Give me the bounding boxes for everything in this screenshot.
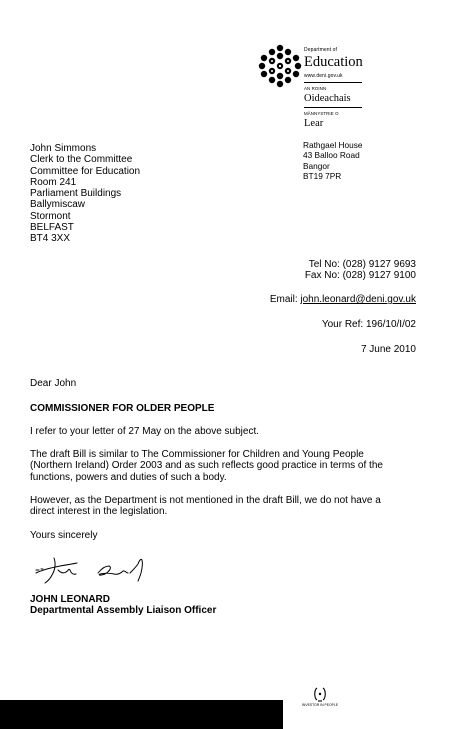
recipient-address-line: Room 241 xyxy=(30,176,77,188)
fax: Fax No: (028) 9127 9100 xyxy=(304,270,416,282)
footer-bar xyxy=(0,700,283,729)
recipient-address xyxy=(30,143,140,245)
telephone: Tel No: (028) 9127 9693 xyxy=(308,259,416,270)
letterhead-irish-small: AN ROINN xyxy=(304,86,327,91)
recipient-address-line: Stormont xyxy=(30,210,71,222)
signatory-title: Departmental Assembly Liaison Officer xyxy=(30,605,217,616)
department-logo xyxy=(258,44,302,88)
paragraph-line: (Northern Ireland) Order 2003 and as such reflects good practice in terms of the xyxy=(30,460,383,472)
recipient-address-line: Ballymiscaw xyxy=(30,199,86,211)
investor-in-people-icon xyxy=(313,686,327,702)
recipient-address-line: John Simmons xyxy=(30,143,97,154)
paragraph-1: I refer to your letter of 27 May on the above subject. xyxy=(30,426,260,437)
closing: Yours sincerely xyxy=(30,530,98,541)
paragraph-line: However, as the Department is not mentioned in the draft Bill, we do not have a xyxy=(30,495,381,506)
letterhead-website: www.deni.gov.uk xyxy=(304,73,343,79)
letterhead-irish-name: Oideachais xyxy=(304,93,351,104)
signature-image xyxy=(30,550,155,590)
salutation: Dear John xyxy=(30,378,77,389)
recipient-address-line: Clerk to the Committee xyxy=(30,154,133,166)
paragraph-3 xyxy=(30,495,440,518)
investor-in-people-text: INVESTOR IN PEOPLE xyxy=(301,703,339,707)
paragraph-line: The draft Bill is similar to The Commissioner for Children and Young People xyxy=(30,449,364,460)
your-reference: Your Ref: 196/10/I/02 xyxy=(321,319,416,330)
subject-heading: COMMISSIONER FOR OLDER PEOPLE xyxy=(30,403,215,414)
letterhead-divider xyxy=(304,82,362,83)
letterhead-divider xyxy=(304,107,362,108)
email-label: Email: xyxy=(269,294,301,305)
sender-address-line: BT19 7PR xyxy=(303,170,342,181)
paragraph-line: direct interest in the legislation. xyxy=(30,506,168,518)
signatory-name: JOHN LEONARD xyxy=(30,594,111,605)
letterhead-education: Education xyxy=(304,54,363,70)
sender-address-line: Rathgael House xyxy=(303,140,363,150)
letterhead-department-of: Department of xyxy=(304,47,337,53)
recipient-address-line: Parliament Buildings xyxy=(30,188,122,200)
paragraph-2 xyxy=(30,449,440,483)
recipient-address-line: Committee for Education xyxy=(30,165,141,177)
paragraph-line: functions, powers and duties of such a body. xyxy=(30,471,227,483)
sender-address xyxy=(303,140,363,181)
recipient-address-line: BT4 3XX xyxy=(30,233,71,245)
contact-numbers xyxy=(196,259,416,282)
letterhead-ulster-small: MÄNNYSTRIE O xyxy=(304,111,339,116)
letterhead-ulster-name: Lear xyxy=(304,118,324,129)
email-line xyxy=(156,294,416,305)
recipient-address-line: BELFAST xyxy=(30,222,74,234)
letter-date: 7 June 2010 xyxy=(360,344,416,355)
email-link[interactable]: john.leonard@deni.gov.uk xyxy=(300,294,416,305)
sender-address-line: Bangor xyxy=(303,160,330,171)
sender-address-line: 43 Balloo Road xyxy=(303,150,360,161)
